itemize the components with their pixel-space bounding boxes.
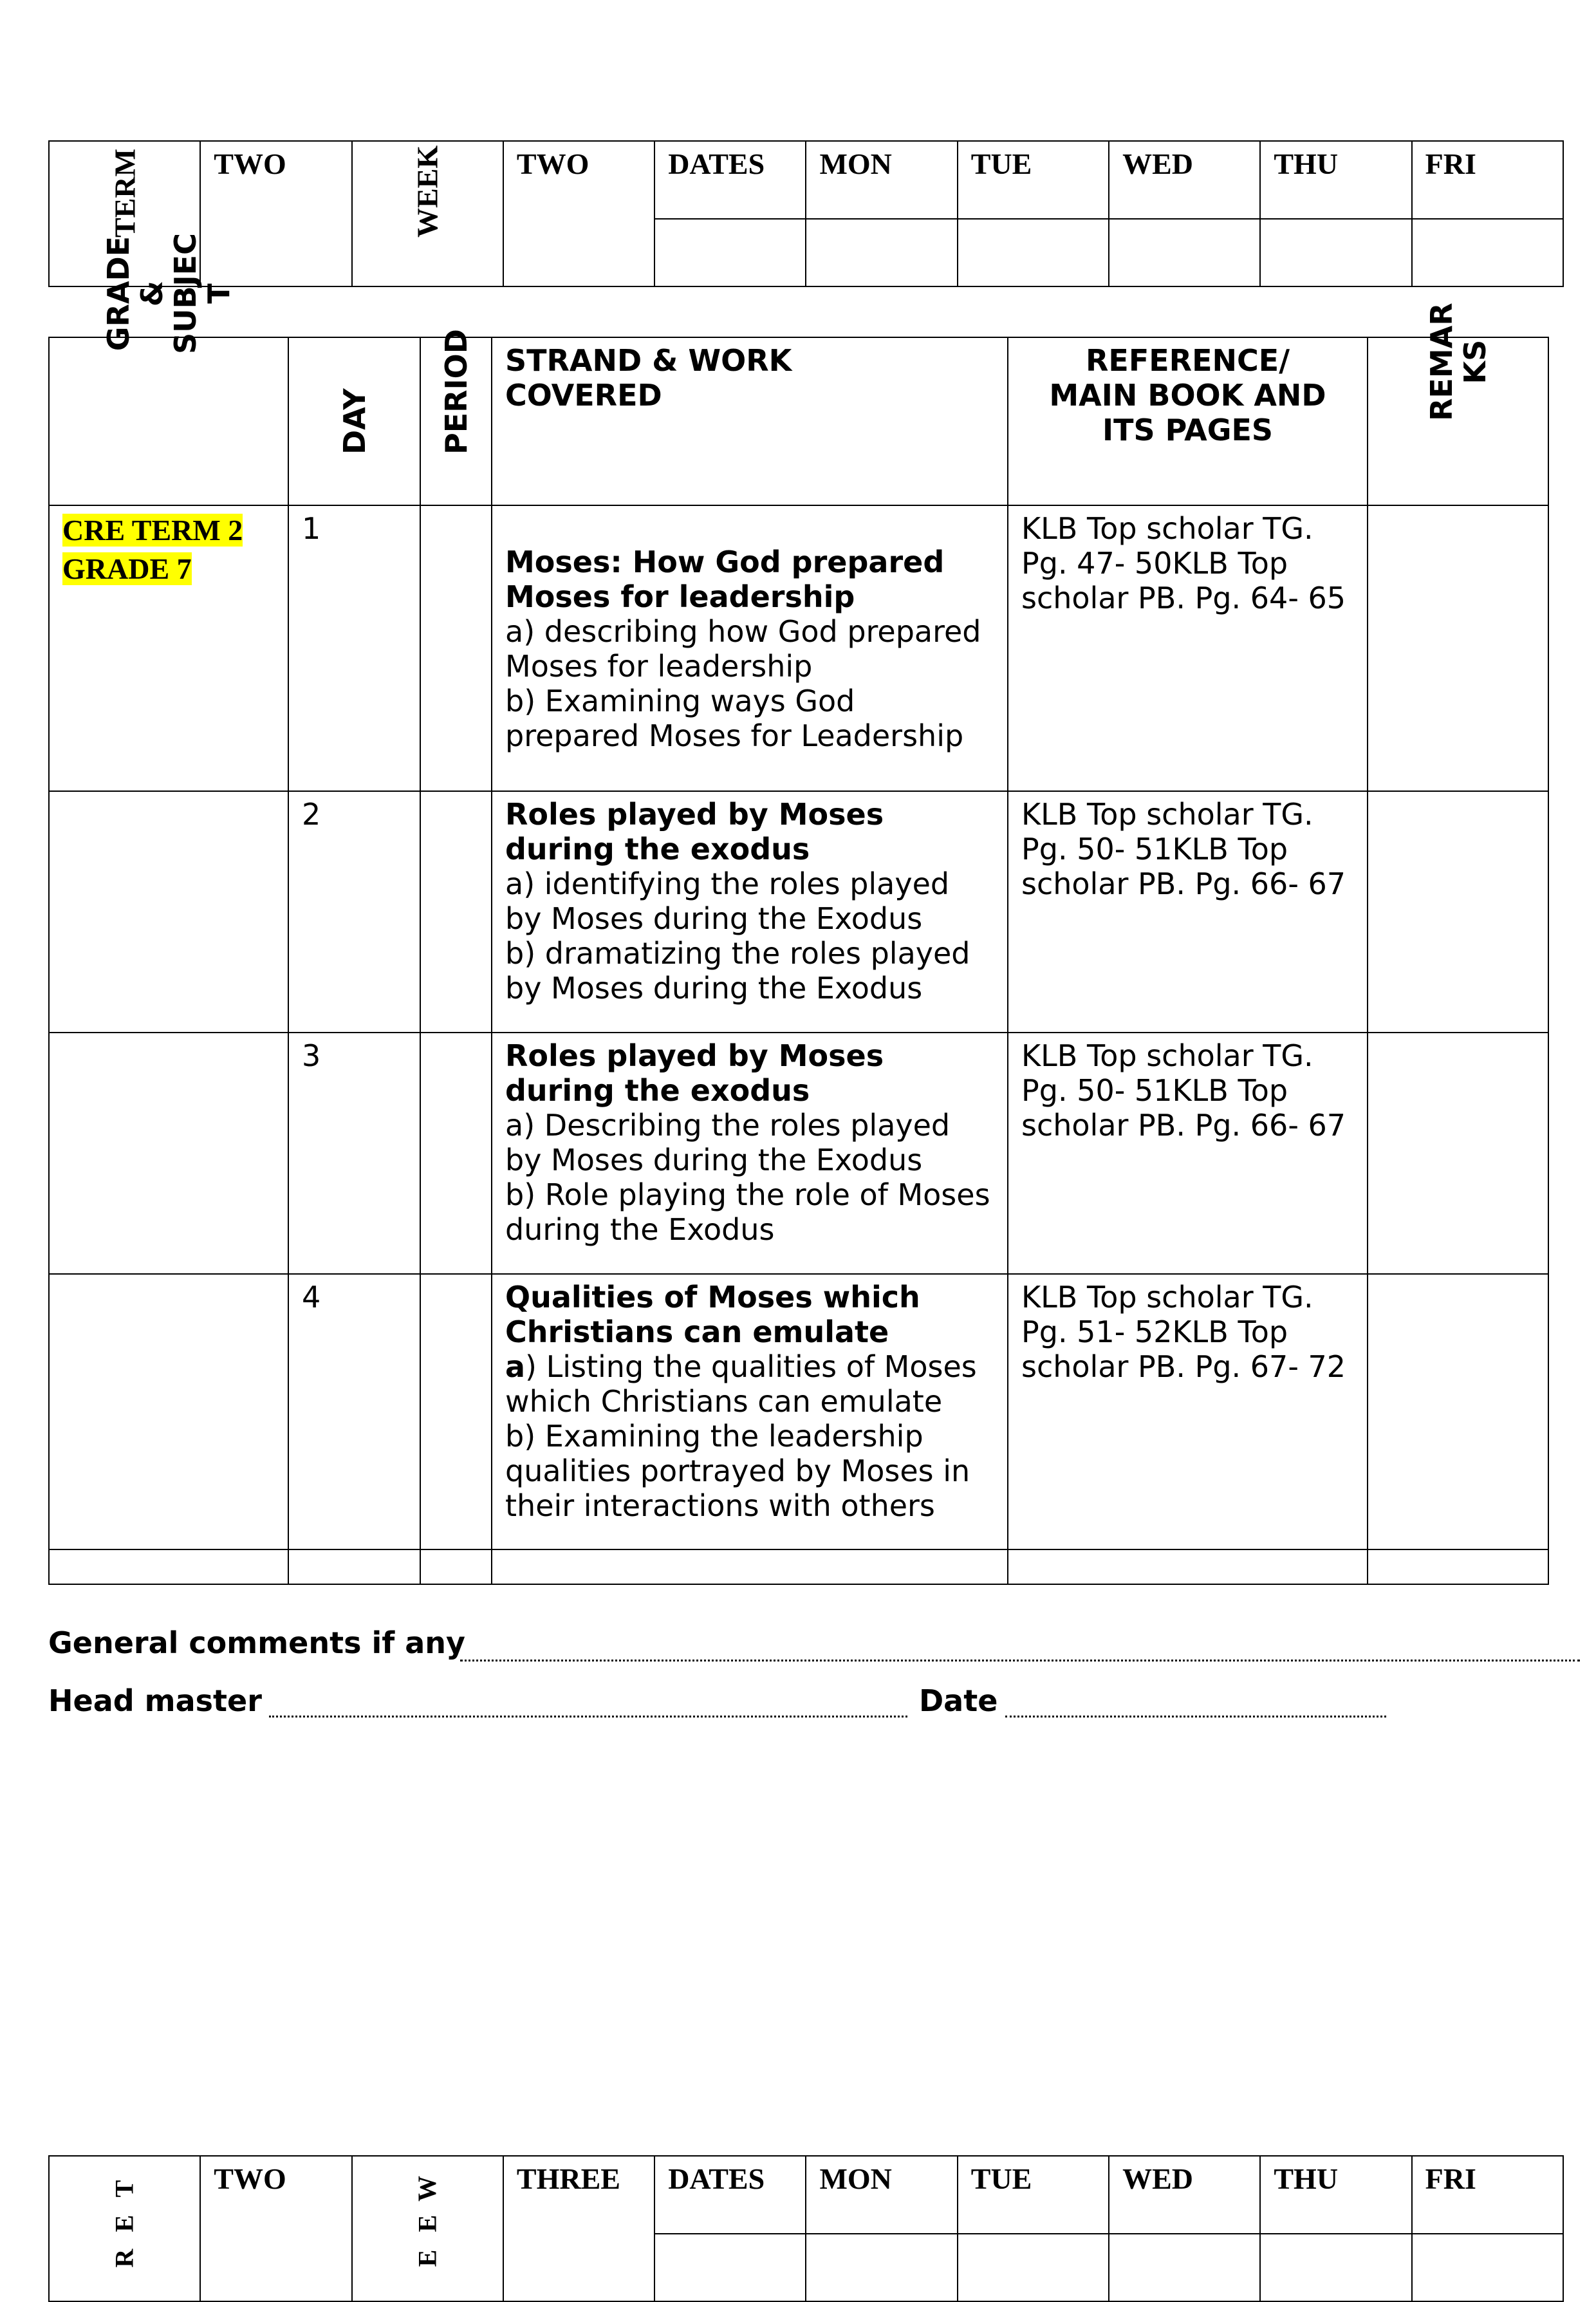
day-mon: MON bbox=[806, 141, 957, 219]
week-value: THREE bbox=[503, 2156, 654, 2301]
strand-point-b: b) dramatizing the roles played by Moses during the Exodus bbox=[505, 936, 970, 1006]
table-row bbox=[49, 791, 1548, 1033]
term-value: TWO bbox=[200, 2156, 351, 2301]
grade-subject-cell bbox=[49, 505, 288, 791]
table-row bbox=[49, 505, 1548, 791]
week-label-cell bbox=[352, 141, 503, 286]
strand-title: Moses: How God prepared Moses for leadership bbox=[505, 545, 945, 614]
reference-cell: KLB Top scholar TG. Pg. 51- 52KLB Top scholar PB. Pg. 67- 72 bbox=[1008, 1274, 1368, 1549]
strand-cell bbox=[492, 505, 1008, 791]
dates-label: DATES bbox=[654, 141, 806, 219]
grade-subject-line2: GRADE 7 bbox=[62, 552, 192, 585]
remarks-cell bbox=[1368, 791, 1548, 1033]
strand-point-b: b) Examining the leadership qualities portrayed by Moses in their interactions with others bbox=[505, 1419, 970, 1523]
reference-cell: KLB Top scholar TG. Pg. 50- 51KLB Top scholar PB. Pg. 66- 67 bbox=[1008, 791, 1368, 1033]
grade-subject-cell bbox=[49, 1274, 288, 1549]
day-tue: TUE bbox=[958, 141, 1109, 219]
date-label: Date bbox=[919, 1683, 998, 1718]
strand-point-a: a) Describing the roles played by Moses during the Exodus bbox=[505, 1108, 951, 1177]
general-comments-label: General comments if any bbox=[48, 1625, 466, 1660]
day-fri: FRI bbox=[1412, 141, 1563, 219]
lesson-plan-table bbox=[48, 233, 1549, 1585]
head-master-label: Head master bbox=[48, 1683, 262, 1718]
strand-cell bbox=[492, 1033, 1008, 1274]
strand-cell bbox=[492, 1274, 1008, 1549]
day-thu: THU bbox=[1260, 141, 1411, 219]
head-master-line[interactable] bbox=[269, 1716, 907, 1717]
period-cell bbox=[420, 1274, 492, 1549]
week-header-table-next bbox=[48, 2155, 1564, 2302]
remarks-cell bbox=[1368, 505, 1548, 791]
table-row-empty bbox=[49, 1549, 1548, 1584]
term-value: TWO bbox=[200, 141, 351, 286]
term-label: TERM bbox=[108, 149, 142, 238]
strand-title: Roles played by Moses during the exodus bbox=[505, 797, 884, 866]
dates-label: DATES bbox=[654, 2156, 806, 2234]
table-row bbox=[49, 1033, 1548, 1274]
strand-point-b: b) Role playing the role of Moses during the Exodus bbox=[505, 1177, 990, 1247]
week-value: TWO bbox=[503, 141, 654, 286]
remarks-cell bbox=[1368, 1274, 1548, 1549]
week-label: WEEK bbox=[411, 145, 444, 238]
day-thu: THU bbox=[1260, 2156, 1411, 2234]
week-label-cell: W E E bbox=[352, 2156, 503, 2301]
dates-blank bbox=[654, 219, 806, 286]
header-remarks: REMAR KS bbox=[1368, 337, 1548, 505]
day-cell: 3 bbox=[288, 1033, 420, 1274]
day-fri: FRI bbox=[1412, 2156, 1563, 2234]
strand-point-b: b) Examining ways God prepared Moses for Leadership bbox=[505, 684, 964, 753]
period-cell bbox=[420, 1033, 492, 1274]
day-wed: WED bbox=[1109, 141, 1260, 219]
remarks-cell bbox=[1368, 1033, 1548, 1274]
header-day: DAY bbox=[288, 337, 420, 505]
strand-point-a: a) identifying the roles played by Moses during the Exodus bbox=[505, 866, 950, 936]
grade-subject-cell bbox=[49, 1033, 288, 1274]
strand-point-a: a) describing how God prepared Moses for leadership bbox=[505, 614, 981, 684]
table-row bbox=[49, 1274, 1548, 1549]
grade-subject-line1: CRE TERM 2 bbox=[62, 514, 243, 547]
strand-title: Roles played by Moses during the exodus bbox=[505, 1038, 884, 1108]
strand-title: Qualities of Moses which Christians can emulate bbox=[505, 1280, 920, 1349]
period-cell bbox=[420, 505, 492, 791]
wed-date-cell bbox=[1109, 219, 1260, 286]
tue-date-cell bbox=[958, 219, 1109, 286]
week-header-table bbox=[48, 140, 1564, 287]
day-tue: TUE bbox=[958, 2156, 1109, 2234]
reference-cell: KLB Top scholar TG. Pg. 47- 50KLB Top scholar PB. Pg. 64- 65 bbox=[1008, 505, 1368, 791]
reference-cell: KLB Top scholar TG. Pg. 50- 51KLB Top scholar PB. Pg. 66- 67 bbox=[1008, 1033, 1368, 1274]
header-strand: STRAND & WORK COVERED bbox=[492, 337, 1008, 505]
term-label-cell: T E R bbox=[49, 2156, 200, 2301]
period-cell bbox=[420, 791, 492, 1033]
strand-point-a: a) Listing the qualities of Moses which Christians can emulate bbox=[505, 1349, 977, 1419]
date-line[interactable] bbox=[1005, 1716, 1386, 1717]
header-reference: REFERENCE/ MAIN BOOK AND ITS PAGES bbox=[1008, 337, 1368, 505]
day-cell: 2 bbox=[288, 791, 420, 1033]
day-cell: 1 bbox=[288, 505, 420, 791]
strand-cell bbox=[492, 791, 1008, 1033]
mon-date-cell bbox=[806, 219, 957, 286]
grade-subject-cell bbox=[49, 791, 288, 1033]
day-cell: 4 bbox=[288, 1274, 420, 1549]
day-mon: MON bbox=[806, 2156, 957, 2234]
general-comments-line[interactable] bbox=[460, 1660, 1580, 1661]
thu-date-cell bbox=[1260, 219, 1411, 286]
header-grade-subject: GRADE & SUBJEC T bbox=[49, 337, 288, 505]
fri-date-cell bbox=[1412, 219, 1563, 286]
day-wed: WED bbox=[1109, 2156, 1260, 2234]
header-period: PERIOD bbox=[420, 337, 492, 505]
